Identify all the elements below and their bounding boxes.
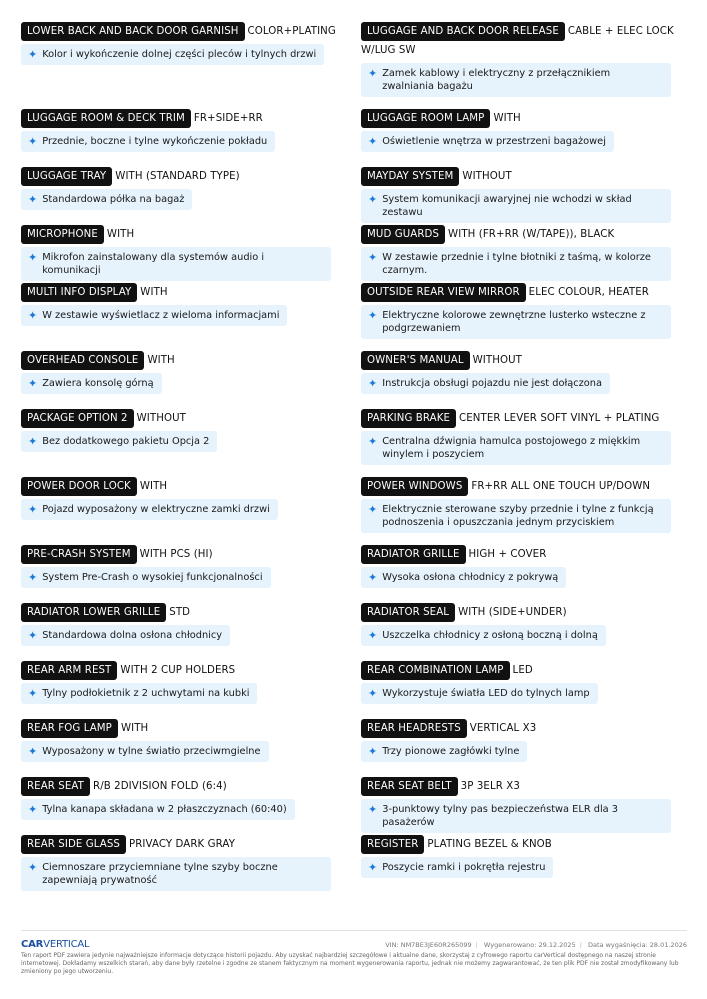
spec-description [21,305,287,326]
spec-description [361,431,671,465]
spec-header [361,22,687,60]
spec-header [361,835,687,854]
spec-value: WITH (SIDE+UNDER) [458,607,567,618]
spec-description-text: Elektryczne kolorowe zewnętrzne lusterko wsteczne z podgrzewaniem [382,310,646,334]
spec-value: WITH [106,229,135,240]
spec-value: PLATING BEZEL & KNOB [427,839,552,850]
sparkle-icon: ✦ [368,629,378,642]
spec-value: WITH [147,355,175,366]
spec-header [361,225,687,244]
spec-description-text: Wykorzystuje światła LED do tylnych lamp [382,688,590,699]
spec-key: PARKING BRAKE [361,409,456,428]
spec-key: MULTI INFO DISPLAY [21,283,137,302]
sparkle-icon: ✦ [28,251,38,264]
spec-header [21,409,351,428]
sparkle-icon: ✦ [368,745,378,758]
spec-value: STD [169,607,191,618]
spec-header [21,22,351,41]
spec-description [361,189,671,223]
sparkle-icon: ✦ [28,377,38,390]
spec-description-text: System Pre-Crash o wysokiej funkcjonalności [42,572,263,583]
spec-key: OVERHEAD CONSOLE [21,351,144,370]
report-footer [21,930,687,976]
sparkle-icon: ✦ [28,309,38,322]
spec-item [21,835,351,891]
spec-description-text: Pojazd wyposażony w elektryczne zamki drzwi [42,504,270,515]
spec-value: WITH PCS (HI) [139,549,213,560]
spec-key: POWER WINDOWS [361,477,468,496]
spec-description [361,741,527,762]
spec-item [361,167,687,223]
spec-description-text: Poszycie ramki i pokrętła rejestru [382,862,546,873]
spec-key: LUGGAGE ROOM & DECK TRIM [21,109,191,128]
spec-value: 3P 3ELR X3 [460,781,520,792]
spec-item [361,777,687,833]
spec-header [21,351,351,370]
spec-value: WITH [139,481,168,492]
spec-key: LOWER BACK AND BACK DOOR GARNISH [21,22,245,41]
spec-key: REAR COMBINATION LAMP [361,661,510,680]
footer-divider [21,930,687,931]
sparkle-icon: ✦ [28,629,38,642]
sparkle-icon: ✦ [28,193,38,206]
spec-description-text: Tylny podłokietnik z 2 uchwytami na kubki [42,688,250,699]
spec-key: POWER DOOR LOCK [21,477,137,496]
vin-label: VIN: NM7BE3JE60R265099 [385,940,472,949]
spec-item [21,661,351,704]
spec-item [361,719,687,762]
spec-value: CENTER LEVER SOFT VINYL + PLATING [459,413,660,424]
sparkle-icon: ✦ [368,135,378,148]
spec-value: HIGH + COVER [468,549,547,560]
spec-description [21,741,269,762]
spec-description-text: Wysoka osłona chłodnicy z pokrywą [382,572,559,583]
spec-item [361,109,687,152]
spec-header [361,351,687,370]
sparkle-icon: ✦ [368,687,378,700]
spec-header [21,719,351,738]
spec-description [361,131,614,152]
spec-description [21,189,192,210]
spec-header [361,283,687,302]
spec-key: RADIATOR LOWER GRILLE [21,603,166,622]
spec-item [361,603,687,646]
spec-description [21,799,295,820]
sparkle-icon: ✦ [368,503,378,516]
sparkle-icon: ✦ [368,435,378,448]
spec-description [21,625,230,646]
spec-key: LUGGAGE AND BACK DOOR RELEASE [361,22,565,41]
spec-description-text: Mikrofon zainstalowany dla systemów audio i komunikacji [42,252,265,276]
spec-header [21,109,351,128]
spec-description [21,131,275,152]
spec-item [361,225,687,281]
spec-description [361,799,671,833]
spec-description-text: Centralna dźwignia hamulca postojowego z miękkim winylem i poszyciem [382,436,641,460]
spec-value: CABLE + ELEC LOCK W/LUG SW [361,26,674,56]
sparkle-icon: ✦ [28,135,38,148]
spec-header [21,835,351,854]
spec-key: OUTSIDE REAR VIEW MIRROR [361,283,526,302]
spec-key: PACKAGE OPTION 2 [21,409,134,428]
spec-key: MUD GUARDS [361,225,445,244]
sparkle-icon: ✦ [28,435,38,448]
spec-header [361,545,687,564]
spec-item [361,22,687,97]
spec-key: REAR SEAT BELT [361,777,458,796]
spec-header [361,719,687,738]
sparkle-icon: ✦ [368,309,378,322]
spec-key: REAR SEAT [21,777,90,796]
sparkle-icon: ✦ [28,803,38,816]
spec-description [361,683,598,704]
sparkle-icon: ✦ [368,251,378,264]
spec-description [361,567,566,588]
spec-header [361,603,687,622]
spec-header [361,167,687,186]
spec-description-text: 3-punktowy tylny pas bezpieczeństwa ELR dla 3 pasażerów [382,804,619,828]
spec-item [21,477,351,520]
spec-description [361,499,671,533]
spec-description-text: Wyposażony w tylne światło przeciwmgielne [42,746,261,757]
spec-description [361,247,671,281]
spec-value: FR+SIDE+RR [193,113,263,124]
spec-description-text: Trzy pionowe zagłówki tylne [382,746,520,757]
spec-description-text: Ciemnoszare przyciemniane tylne szyby boczne zapewniają prywatność [42,862,278,886]
spec-key: PRE-CRASH SYSTEM [21,545,137,564]
spec-item [21,603,351,646]
generated-date: Wygenerowano: 29.12.2025 [483,940,576,949]
spec-description-text: System komunikacji awaryjnej nie wchodzi w skład zestawu [382,194,632,218]
disclaimer-text: Ten raport PDF zawiera jedynie najważniejsze informacje dotyczące historii pojazdu. Aby uzyskać najbardziej szczegółowe i aktualne dane, skorzystaj z cyfrowego raportu carVertical dostępnego na naszej stronie internetowej. Dokładamy wszelkich starań, aby dane były rzetelne i zgodne ze stanem faktycznym na moment wygenerowania raportu, jednak nie możemy zagwarantować, że ten plik PDF nie został zmodyfikowany lub zmieniony po jego utworzeniu. [21,952,679,975]
spec-item [21,777,351,820]
spec-description-text: Zamek kablowy i elektryczny z przełącznikiem zwalniania bagażu [382,68,611,92]
spec-header [21,283,351,302]
spec-item [21,409,351,452]
spec-description-text: Kolor i wykończenie dolnej części pleców i tylnych drzwi [42,49,317,60]
spec-description [361,857,553,878]
spec-item [361,835,687,878]
sparkle-icon: ✦ [368,377,378,390]
sparkle-icon: ✦ [368,67,378,80]
spec-value: WITHOUT [136,413,186,424]
spec-description-text: Oświetlenie wnętrza w przestrzeni bagażowej [382,136,606,147]
spec-header [21,225,351,244]
carvertical-logo: CARVERTICAL [21,939,90,950]
spec-header [21,167,351,186]
sparkle-icon: ✦ [28,48,38,61]
sparkle-icon: ✦ [368,193,378,206]
spec-header [361,777,687,796]
report-meta: VIN: NM7BE3JE60R265099 | Wygenerowano: 29.12.2025 | Data wygaśnięcia: 28.01.2026 [385,940,687,949]
spec-header [21,777,351,796]
spec-description-text: Standardowa półka na bagaż [42,194,185,205]
spec-description [21,247,331,281]
sparkle-icon: ✦ [368,861,378,874]
spec-key: REAR FOG LAMP [21,719,118,738]
spec-description [21,44,324,65]
sparkle-icon: ✦ [28,571,38,584]
spec-key: MAYDAY SYSTEM [361,167,459,186]
spec-description-text: Zawiera konsolę górną [42,378,154,389]
spec-description [21,499,278,520]
spec-value: WITHOUT [462,171,512,182]
spec-key: LUGGAGE ROOM LAMP [361,109,490,128]
spec-key: RADIATOR SEAL [361,603,455,622]
spec-description-text: Elektrycznie sterowane szyby przednie i tylne z funkcją podnoszenia i opuszczania jednym przyciskiem [382,504,654,528]
spec-key: REAR SIDE GLASS [21,835,126,854]
spec-description [361,305,671,339]
spec-key: OWNER'S MANUAL [361,351,470,370]
spec-header [361,109,687,128]
spec-value: PRIVACY DARK GRAY [129,839,236,850]
spec-key: REAR ARM REST [21,661,117,680]
spec-description [361,63,671,97]
spec-key: RADIATOR GRILLE [361,545,466,564]
spec-description-text: Standardowa dolna osłona chłodnicy [42,630,223,641]
spec-description [361,373,610,394]
spec-item [361,351,687,394]
spec-item [21,545,351,588]
expiry-date: Data wygaśnięcia: 28.01.2026 [587,940,687,949]
spec-key: REAR HEADRESTS [361,719,467,738]
spec-value: LED [512,665,533,676]
spec-value: FR+RR ALL ONE TOUCH UP/DOWN [471,481,651,492]
spec-key: LUGGAGE TRAY [21,167,112,186]
spec-header [361,661,687,680]
spec-item [21,225,351,281]
spec-description [361,625,606,646]
spec-header [21,661,351,680]
spec-header [361,477,687,496]
spec-item [361,661,687,704]
spec-key: REGISTER [361,835,424,854]
spec-description-text: Przednie, boczne i tylne wykończenie pokładu [42,136,268,147]
spec-description-text: Instrukcja obsługi pojazdu nie jest dołączona [382,378,603,389]
spec-description-text: Uszczelka chłodnicy z osłoną boczną i dolną [382,630,598,641]
spec-key: MICROPHONE [21,225,104,244]
spec-item [361,283,687,339]
spec-item [21,719,351,762]
sparkle-icon: ✦ [368,571,378,584]
spec-value: VERTICAL X3 [469,723,537,734]
spec-header [21,477,351,496]
spec-value: ELEC COLOUR, HEATER [528,287,649,298]
sparkle-icon: ✦ [28,503,38,516]
spec-header [361,409,687,428]
spec-description-text: Tylna kanapa składana w 2 płaszczyznach (60:40) [42,804,287,815]
sparkle-icon: ✦ [28,687,38,700]
spec-item [361,477,687,533]
sparkle-icon: ✦ [368,803,378,816]
spec-value: WITH [493,113,521,124]
spec-header [21,603,351,622]
spec-value: WITH (FR+RR (W/TAPE)), BLACK [448,229,615,240]
spec-item [361,409,687,465]
spec-item [361,545,687,588]
spec-description-text: W zestawie przednie i tylne błotniki z taśmą, w kolorze czarnym. [382,252,651,276]
spec-description [21,373,162,394]
spec-value: COLOR+PLATING [247,26,336,37]
spec-value: WITHOUT [472,355,522,366]
spec-description-text: Bez dodatkowego pakietu Opcja 2 [42,436,210,447]
sparkle-icon: ✦ [28,861,38,874]
spec-item [21,22,351,65]
spec-item [21,351,351,394]
spec-value: R/B 2DIVISION FOLD (6:4) [93,781,227,792]
spec-item [21,283,351,326]
spec-description [21,431,217,452]
spec-description [21,857,331,891]
spec-value: WITH [120,723,149,734]
spec-description [21,683,257,704]
sparkle-icon: ✦ [28,745,38,758]
spec-item [21,109,351,152]
spec-header [21,545,351,564]
spec-item [21,167,351,210]
spec-value: WITH [140,287,168,298]
spec-value: WITH (STANDARD TYPE) [115,171,240,182]
spec-description-text: W zestawie wyświetlacz z wieloma informacjami [42,310,280,321]
spec-value: WITH 2 CUP HOLDERS [120,665,236,676]
spec-description [21,567,271,588]
